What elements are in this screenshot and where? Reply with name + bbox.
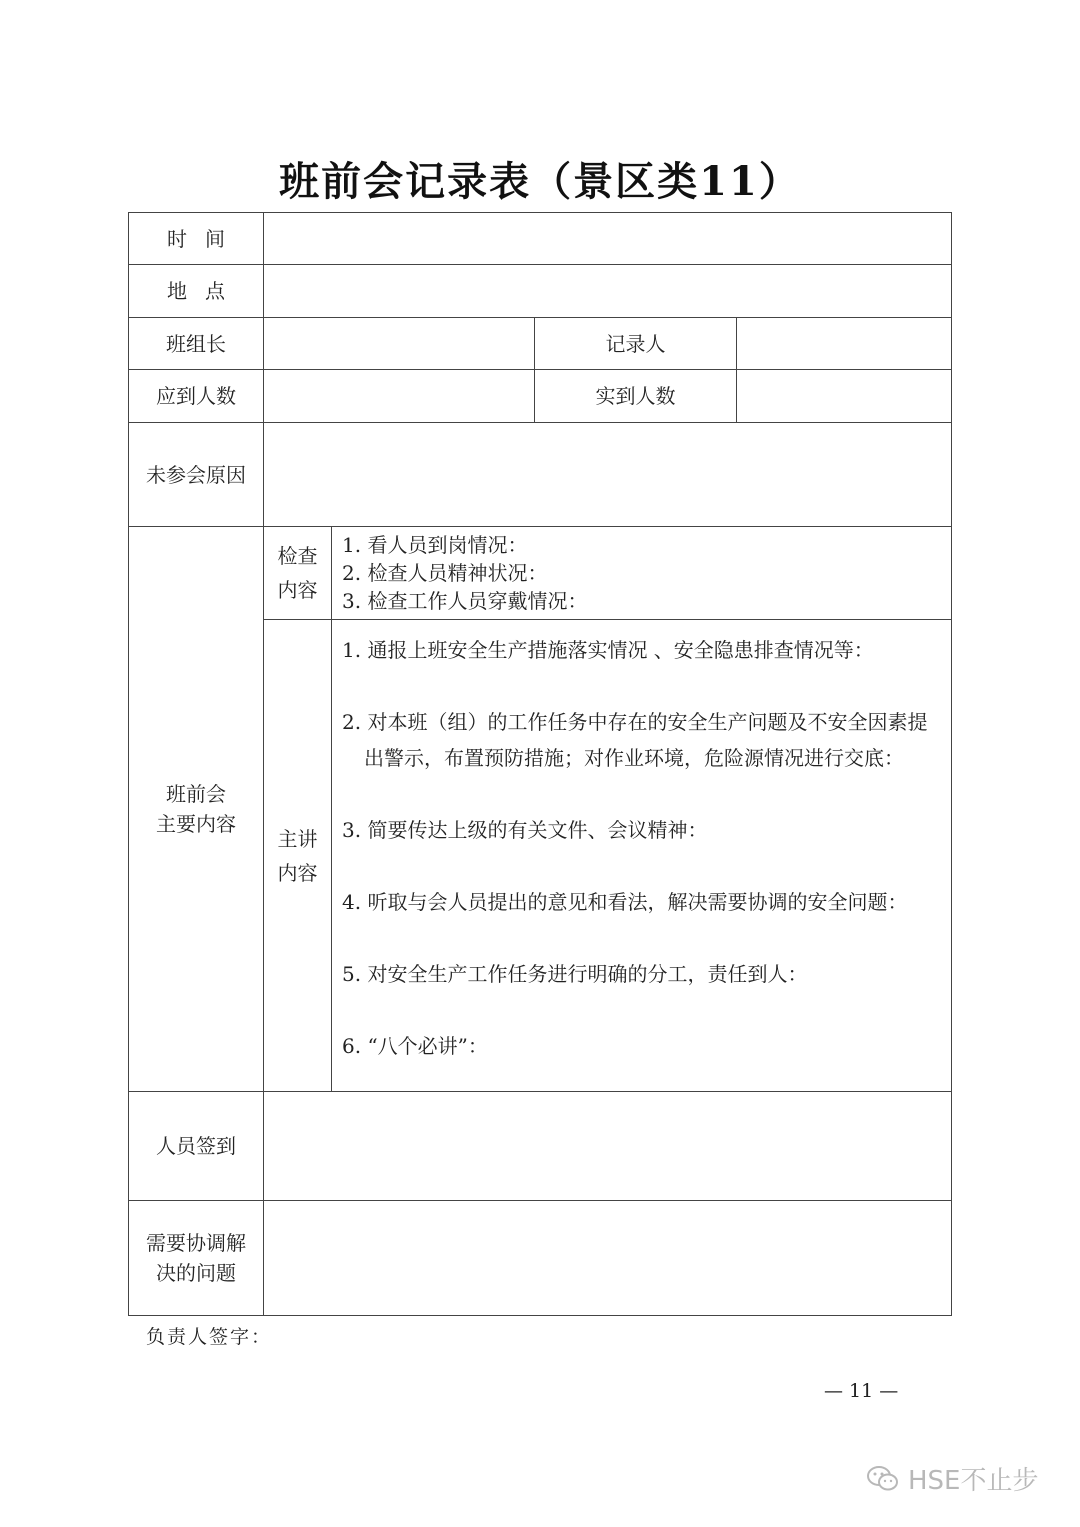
talk-item: 1. 通报上班安全生产措施落实情况 、安全隐患排查情况等： (342, 638, 874, 662)
row-leader (129, 318, 952, 370)
row-check-content (129, 527, 952, 620)
main-content-label-line1: 班前会 (166, 782, 226, 806)
talk-label-line2: 内容 (277, 860, 318, 885)
talk-item: 5. 对安全生产工作任务进行明确的分工，责任到人： (342, 962, 808, 986)
signin-label: 人员签到 (129, 1092, 264, 1201)
time-label: 时间 (129, 213, 264, 265)
row-attendance (129, 370, 952, 423)
issues-label (129, 1201, 264, 1316)
talk-content-list (332, 620, 952, 1092)
actual-count-label: 实到人数 (535, 370, 737, 423)
recorder-label: 记录人 (535, 318, 737, 370)
expected-count-label: 应到人数 (129, 370, 264, 423)
check-content-label (264, 527, 332, 620)
place-label: 地点 (129, 265, 264, 318)
check-item: 3. 检查工作人员穿戴情况： (342, 589, 588, 613)
talk-item: 3. 简要传达上级的有关文件、会议精神： (342, 818, 708, 842)
talk-item: 2. 对本班（组）的工作任务中存在的安全生产问题及不安全因素提出警示，布置预防措施；对作业环境，危险源情况进行交底： (342, 710, 928, 770)
page-title: 班前会记录表（景区类11） (279, 158, 801, 205)
check-content-list (332, 527, 952, 620)
row-place (129, 265, 952, 318)
row-absent-reason (129, 423, 952, 527)
signin-field[interactable] (264, 1092, 952, 1201)
responsible-signature-label: 负责人签字： (146, 1326, 273, 1348)
issues-label-line1: 需要协调解 (146, 1231, 246, 1255)
talk-label-line1: 主讲 (277, 826, 318, 851)
row-issues (129, 1201, 952, 1316)
leader-label: 班组长 (129, 318, 264, 370)
talk-item: 6. “八个必讲”： (342, 1034, 488, 1058)
recorder-field[interactable] (737, 318, 952, 370)
check-label-line2: 内容 (277, 578, 318, 602)
row-time (129, 213, 952, 265)
leader-field[interactable] (264, 318, 535, 370)
check-label-line1: 检查 (277, 544, 318, 568)
wechat-icon (866, 1464, 900, 1494)
meeting-record-table (128, 212, 952, 1316)
talk-item: 4. 听取与会人员提出的意见和看法，解决需要协调的安全问题： (342, 890, 908, 914)
expected-count-field[interactable] (264, 370, 535, 423)
actual-count-field[interactable] (737, 370, 952, 423)
watermark (866, 1460, 1038, 1497)
talk-content-label (264, 620, 332, 1092)
absent-reason-field[interactable] (264, 423, 952, 527)
time-field[interactable] (264, 213, 952, 265)
row-signin (129, 1092, 952, 1201)
issues-field[interactable] (264, 1201, 952, 1316)
main-content-label (129, 527, 264, 1092)
main-content-label-line2: 主要内容 (156, 812, 236, 836)
absent-reason-label: 未参会原因 (129, 423, 264, 527)
check-item: 2. 检查人员精神状况： (342, 561, 548, 585)
page-number: — 11 — (824, 1380, 899, 1402)
place-field[interactable] (264, 265, 952, 318)
check-item: 1. 看人员到岗情况： (342, 533, 528, 557)
issues-label-line2: 决的问题 (156, 1261, 236, 1285)
watermark-text: HSE不止步 (908, 1466, 1039, 1496)
